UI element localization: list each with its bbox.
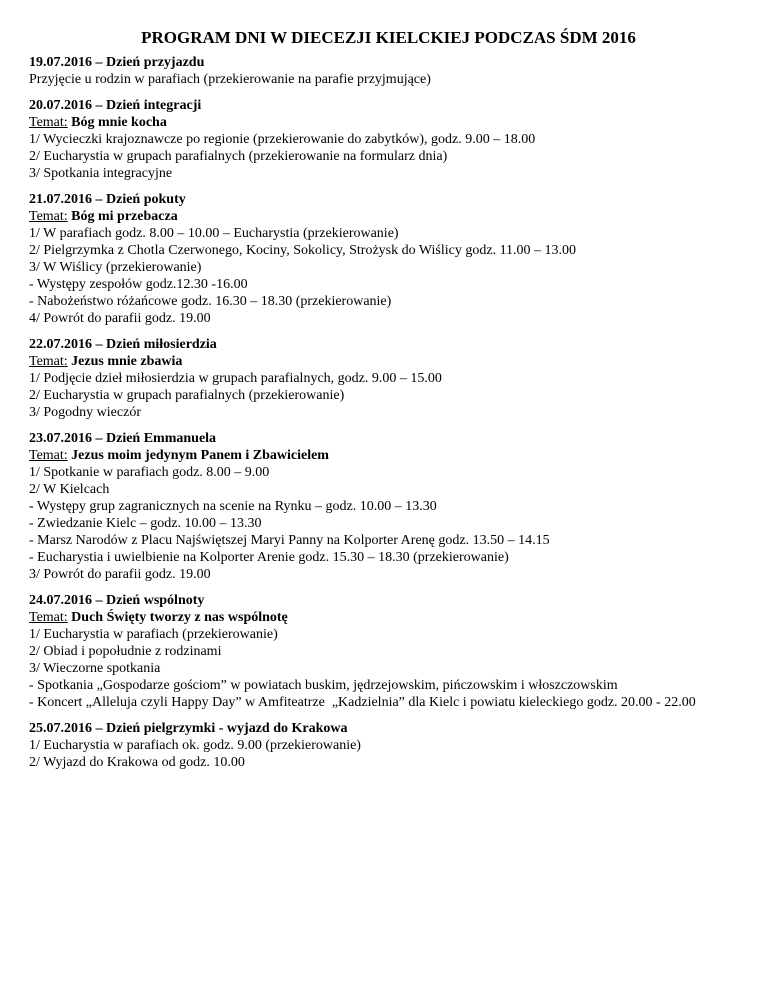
document-title: PROGRAM DNI W DIECEZJI KIELCKIEJ PODCZAS ŚDM 2016 — [141, 28, 636, 47]
day-heading: 25.07.2016 – Dzień pielgrzymki - wyjazd do Krakowa — [29, 721, 348, 736]
program-line: 2/ W Kielcach — [29, 482, 110, 497]
program-line: - Marsz Narodów z Placu Najświętszej Maryi Panny na Kolporter Arenę godz. 13.50 – 14.15 — [29, 533, 550, 548]
topic-value: Duch Święty tworzy z nas wspólnotę — [71, 610, 288, 625]
program-line: 1/ Eucharystia w parafiach (przekierowanie) — [29, 627, 278, 642]
day-heading: 20.07.2016 – Dzień integracji — [29, 98, 202, 113]
day-section — [29, 54, 748, 88]
program-line: 2/ Eucharystia w grupach parafialnych (przekierowanie na formularz dnia) — [29, 149, 448, 164]
day-topic — [29, 114, 748, 131]
topic-value: Jezus mnie zbawia — [71, 354, 183, 369]
program-line: - Koncert „Alleluja czyli Happy Day” w Amfiteatrze „Kadzielnia” dla Kielc i powiatu kieleckiego godz. 20.00 - 22.00 — [29, 695, 696, 710]
program-line: - Eucharystia i uwielbienie na Kolporter Arenie godz. 15.30 – 18.30 (przekierowanie) — [29, 550, 509, 565]
topic-label: Temat: — [29, 115, 68, 130]
day-section — [29, 97, 748, 182]
topic-label: Temat: — [29, 448, 68, 463]
program-line: 3/ Spotkania integracyjne — [29, 166, 173, 181]
topic-value: Bóg mi przebacza — [71, 209, 178, 224]
program-line: 2/ Eucharystia w grupach parafialnych (przekierowanie) — [29, 388, 345, 403]
topic-label: Temat: — [29, 354, 68, 369]
program-line: 1/ Spotkanie w parafiach godz. 8.00 – 9.00 — [29, 465, 270, 480]
topic-label: Temat: — [29, 610, 68, 625]
day-heading: 21.07.2016 – Dzień pokuty — [29, 192, 186, 207]
day-section — [29, 720, 748, 771]
day-heading: 24.07.2016 – Dzień wspólnoty — [29, 593, 205, 608]
program-line: 2/ Pielgrzymka z Chotla Czerwonego, Kociny, Sokolicy, Strożysk do Wiślicy godz. 11.00 – 13.00 — [29, 243, 577, 258]
program-line: 1/ Wycieczki krajoznawcze po regionie (przekierowanie do zabytków), godz. 9.00 – 18.00 — [29, 132, 536, 147]
day-heading: 23.07.2016 – Dzień Emmanuela — [29, 431, 217, 446]
day-heading: 19.07.2016 – Dzień przyjazdu — [29, 55, 205, 70]
program-line: 3/ Wieczorne spotkania — [29, 661, 161, 676]
day-section — [29, 191, 748, 327]
day-topic — [29, 208, 748, 225]
day-topic — [29, 353, 748, 370]
program-line: 1/ Eucharystia w parafiach ok. godz. 9.00 (przekierowanie) — [29, 738, 361, 753]
program-line: - Zwiedzanie Kielc – godz. 10.00 – 13.30 — [29, 516, 262, 531]
topic-label: Temat: — [29, 209, 68, 224]
day-topic — [29, 447, 748, 464]
program-line: Przyjęcie u rodzin w parafiach (przekierowanie na parafie przyjmujące) — [29, 72, 431, 87]
program-line: 3/ W Wiślicy (przekierowanie) — [29, 260, 202, 275]
day-section — [29, 592, 748, 711]
day-topic — [29, 609, 748, 626]
day-section — [29, 430, 748, 583]
program-line: - Występy grup zagranicznych na scenie na Rynku – godz. 10.00 – 13.30 — [29, 499, 437, 514]
program-line: - Spotkania „Gospodarze gościom” w powiatach buskim, jędrzejowskim, pińczowskim i włoszczowskim — [29, 678, 618, 693]
program-line: 2/ Wyjazd do Krakowa od godz. 10.00 — [29, 755, 245, 770]
program-line: 1/ Podjęcie dzieł miłosierdzia w grupach parafialnych, godz. 9.00 – 15.00 — [29, 371, 442, 386]
program-line: 2/ Obiad i popołudnie z rodzinami — [29, 644, 222, 659]
day-section — [29, 336, 748, 421]
program-line: 1/ W parafiach godz. 8.00 – 10.00 – Eucharystia (przekierowanie) — [29, 226, 399, 241]
topic-value: Bóg mnie kocha — [71, 115, 167, 130]
program-line: 3/ Pogodny wieczór — [29, 405, 141, 420]
program-line: - Występy zespołów godz.12.30 -16.00 — [29, 277, 248, 292]
program-line: 4/ Powrót do parafii godz. 19.00 — [29, 311, 211, 326]
day-heading: 22.07.2016 – Dzień miłosierdzia — [29, 337, 217, 352]
program-line: 3/ Powrót do parafii godz. 19.00 — [29, 567, 211, 582]
program-line: - Nabożeństwo różańcowe godz. 16.30 – 18.30 (przekierowanie) — [29, 294, 392, 309]
topic-value: Jezus moim jedynym Panem i Zbawicielem — [71, 448, 329, 463]
